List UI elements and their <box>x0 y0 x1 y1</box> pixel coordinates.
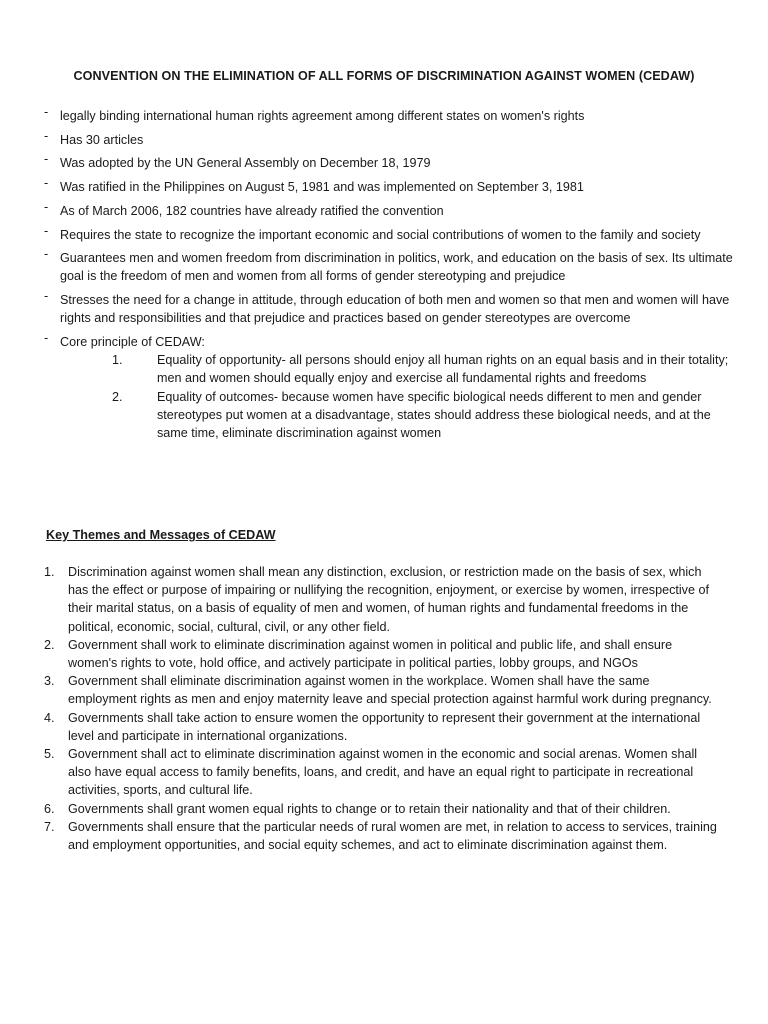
bullet-item <box>44 249 734 285</box>
bullet-item-core-principle <box>44 333 734 442</box>
theme-item <box>44 745 720 800</box>
themes-list <box>44 563 720 854</box>
theme-item <box>44 672 720 708</box>
theme-text: Discrimination against women shall mean any distinction, exclusion, or restriction made on the basis of sex, which has the effect or purpose of impairing or nullifying the recognition, enjoyment, or exercise by women, irrespective of their marital status, on a basis of equality of men and women, of human rights and fundamental freedoms in the political, economic, social, cultural, civil, or any other field. <box>68 565 709 634</box>
bullet-text: Requires the state to recognize the important economic and social contributions of women to the family and society <box>60 227 701 242</box>
bullet-text: Core principle of CEDAW: <box>60 335 205 350</box>
theme-text: Governments shall take action to ensure women the opportunity to represent their government at the international level and participate in international organizations. <box>68 710 701 743</box>
bullet-text: legally binding international human rights agreement among different states on women's rights <box>60 109 585 123</box>
document-title: CONVENTION ON THE ELIMINATION OF ALL FORMS OF DISCRIMINATION AGAINST WOMEN (CEDAW) <box>73 69 695 83</box>
theme-item <box>44 818 720 854</box>
bullet-item <box>44 199 734 220</box>
core-principle-list <box>60 351 734 442</box>
theme-number: 5. <box>44 747 55 762</box>
core-principle-number: 1. <box>112 353 123 368</box>
core-principle-item <box>60 388 734 443</box>
theme-item <box>44 636 720 672</box>
bullet-text: Has 30 articles <box>60 132 144 147</box>
bullet-dash: - <box>44 223 49 238</box>
bullet-dash: - <box>44 128 49 143</box>
theme-text: Government shall eliminate discrimination against women in the workplace. Women shall have the same employment rights as men and enjoy maternity leave and special protection against harmful work during pregnancy. <box>68 674 712 707</box>
theme-number: 3. <box>44 674 55 689</box>
bullet-text: Was adopted by the UN General Assembly on December 18, 1979 <box>60 156 431 171</box>
theme-text: Government shall work to eliminate discrimination against women in political and public life, and shall ensure women's rights to vote, hold office, and actively participate in political parties, lobby groups, and NGOs <box>68 637 673 671</box>
theme-number: 2. <box>44 637 55 652</box>
bullet-dash: - <box>44 199 49 214</box>
summary-bullet-list <box>44 107 734 448</box>
bullet-item <box>44 223 734 244</box>
bullet-dash: - <box>44 105 49 119</box>
bullet-dash: - <box>44 331 49 346</box>
bullet-text: Was ratified in the Philippines on August 5, 1981 and was implemented on September 3, 1981 <box>60 180 584 195</box>
bullet-item <box>44 128 734 149</box>
bullet-item <box>44 178 734 196</box>
themes-heading: Key Themes and Messages of CEDAW <box>46 528 276 542</box>
bullet-dash: - <box>44 176 49 191</box>
theme-number: 6. <box>44 801 55 816</box>
theme-item <box>44 800 720 818</box>
bullet-dash: - <box>44 247 49 262</box>
theme-item <box>44 709 720 745</box>
core-principle-number: 2. <box>112 389 123 404</box>
core-principle-item <box>60 351 734 387</box>
core-principle-text: Equality of opportunity- all persons should enjoy all human rights on an equal basis and in their totality; men and women should equally enjoy and exercise all fundamental rights and freedoms <box>157 353 729 386</box>
theme-number: 4. <box>44 710 55 725</box>
theme-text: Government shall act to eliminate discrimination against women in the economic and social arenas. Women shall also have equal access to family benefits, loans, and credit, and have an equal right to participate in recreational activities, sports, and cultural life. <box>68 747 698 798</box>
theme-text: Governments shall ensure that the particular needs of rural women are met, in relation to access to services, training and employment opportunities, and social equity schemes, and act to eliminate discrimination against them. <box>68 819 717 853</box>
core-principle-text: Equality of outcomes- because women have specific biological needs different to men and gender stereotypes put women at a disadvantage, states should address these biological needs, and at the same time, eliminate discrimination against women <box>157 389 711 441</box>
theme-number: 1. <box>44 565 55 579</box>
bullet-item <box>44 107 734 125</box>
bullet-dash: - <box>44 289 49 304</box>
bullet-text: Stresses the need for a change in attitude, through education of both men and women so that men and women will have rights and responsibilities and that prejudice and practices based on gender stereotypes are overcome <box>60 293 730 326</box>
theme-number: 7. <box>44 819 55 834</box>
bullet-item <box>44 291 734 327</box>
bullet-dash: - <box>44 152 49 167</box>
bullet-text: Guarantees men and women freedom from discrimination in politics, work, and education on the basis of sex. Its ultimate goal is the freedom of men and women from all forms of gender stereotyping and prejudice <box>60 251 733 284</box>
theme-item <box>44 563 720 636</box>
theme-text: Governments shall grant women equal rights to change or to retain their nationality and that of their children. <box>68 801 671 816</box>
bullet-item <box>44 154 734 172</box>
bullet-text: As of March 2006, 182 countries have already ratified the convention <box>60 203 444 218</box>
